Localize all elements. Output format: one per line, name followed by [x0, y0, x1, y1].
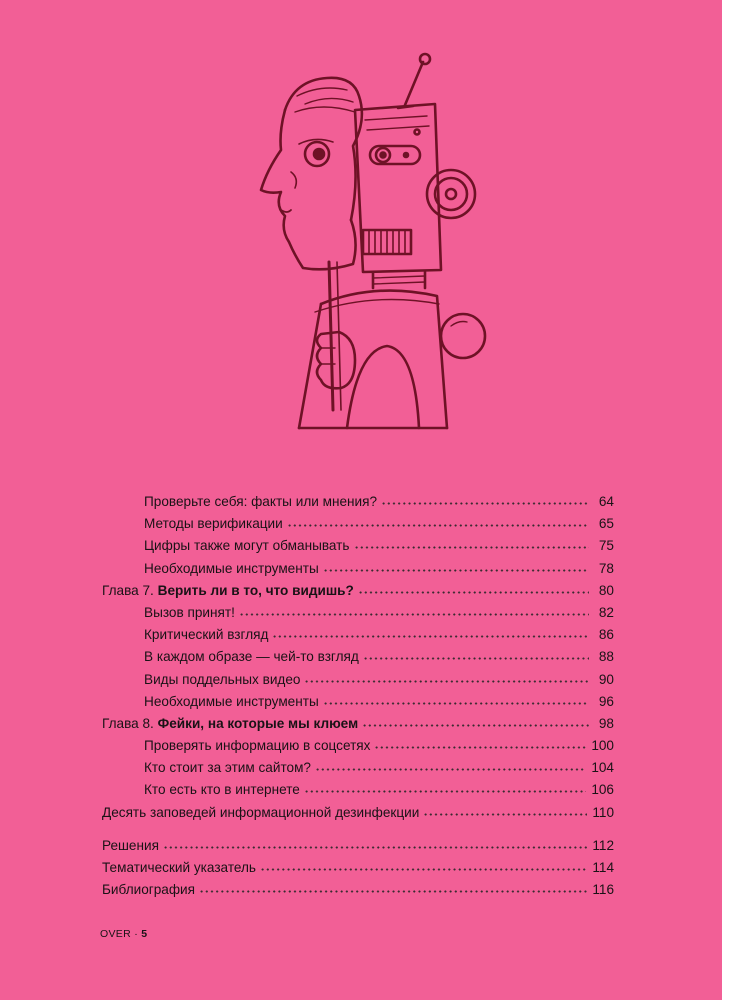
toc-entry[interactable] [102, 735, 614, 757]
footer-brand: OVER [100, 928, 131, 940]
toc-entry[interactable] [102, 535, 614, 557]
toc-entry-page: 106 [591, 782, 614, 798]
toc-entry-title: Тематический указатель [102, 860, 257, 875]
toc-entry-page: 112 [592, 837, 614, 853]
toc-entry[interactable] [102, 646, 614, 668]
dot-leader [315, 762, 586, 771]
toc-entry-title: Необходимые инструменты [144, 693, 319, 709]
toc-entry-title: Виды поддельных видео [144, 671, 301, 687]
chapter-title: Верить ли в то, что видишь? [157, 582, 354, 598]
toc-entry-page: 90 [598, 671, 614, 687]
chapter-title: Фейки, на которые мы клюем [157, 715, 359, 731]
dot-leader [374, 740, 586, 749]
toc-entry-title: Десять заповедей информационной дезинфекции [102, 804, 420, 820]
toc-entry[interactable] [102, 879, 614, 901]
toc-entry-title: Необходимые инструменты [144, 560, 319, 576]
dot-leader [323, 563, 589, 572]
toc-entry-page: 86 [598, 627, 614, 643]
toc-entry-page: 88 [598, 649, 614, 665]
footer-separator: · [134, 928, 138, 940]
toc-entry-title: Критический взгляд [144, 627, 269, 643]
toc-entry-title: Кто стоит за этим сайтом? [144, 760, 311, 776]
toc-entry-title: Проверять информацию в соцсетях [144, 738, 371, 754]
dot-leader [272, 629, 589, 638]
chapter-prefix: Глава 7. [102, 582, 154, 598]
toc-entry[interactable] [102, 602, 614, 624]
dot-leader [381, 496, 589, 505]
dot-leader [260, 862, 587, 871]
toc-entry[interactable] [102, 757, 614, 779]
toc-entry-page: 104 [591, 760, 614, 776]
toc-entry-page: 80 [598, 582, 614, 598]
toc-entry-page: 64 [598, 494, 614, 509]
toc-entry[interactable] [102, 669, 614, 691]
toc-entry[interactable] [102, 491, 614, 513]
page-footer [100, 928, 147, 940]
chapter-prefix: Глава 8. [102, 715, 154, 731]
toc-entry-title: Кто есть кто в интернете [144, 782, 300, 798]
toc-entry-page: 78 [598, 560, 614, 576]
toc-entry[interactable] [102, 779, 614, 801]
dot-leader [287, 518, 589, 527]
toc-entry-page: 82 [598, 604, 614, 620]
toc-entry-title: Методы верификации [144, 516, 283, 532]
toc-entry-page: 100 [591, 738, 614, 754]
dot-leader [363, 651, 589, 660]
dot-leader [304, 784, 586, 793]
dot-leader [304, 674, 589, 683]
toc-entry-title: Цифры также могут обманывать [144, 538, 350, 554]
toc-entry-title: Вызов принят! [144, 604, 235, 620]
toc-entry-page: 75 [598, 538, 614, 554]
toc-entry[interactable] [102, 857, 614, 879]
toc-entry[interactable] [102, 624, 614, 646]
dot-leader [323, 696, 589, 705]
toc-entry-title: Проверьте себя: факты или мнения? [144, 494, 378, 509]
toc-entry-page: 96 [598, 693, 614, 709]
toc-entry-title: Библиография [102, 882, 195, 898]
toc-entry[interactable] [102, 513, 614, 535]
page-number: 5 [141, 928, 148, 940]
table-of-contents [102, 491, 614, 901]
dot-leader [423, 807, 587, 816]
dot-leader [362, 718, 589, 727]
toc-entry-page: 98 [598, 715, 614, 731]
toc-entry-page: 110 [592, 804, 614, 820]
toc-entry[interactable] [102, 802, 614, 824]
toc-entry-title: В каждом образе — чей-то взгляд [144, 649, 359, 665]
toc-entry[interactable] [102, 835, 614, 857]
toc-entry-page: 114 [592, 860, 614, 875]
robot-mask-illustration [255, 50, 495, 430]
dot-leader [239, 607, 589, 616]
toc-chapter-entry[interactable] [102, 713, 614, 735]
toc-entry-title: Решения [102, 837, 159, 853]
toc-chapter-entry[interactable] [102, 580, 614, 602]
toc-entry[interactable] [102, 558, 614, 580]
toc-entry-page: 116 [592, 882, 614, 898]
toc-entry-page: 65 [598, 516, 614, 532]
dot-leader [163, 840, 587, 849]
dot-leader [358, 585, 589, 594]
dot-leader [354, 540, 590, 549]
toc-entry[interactable] [102, 691, 614, 713]
dot-leader [199, 884, 587, 893]
